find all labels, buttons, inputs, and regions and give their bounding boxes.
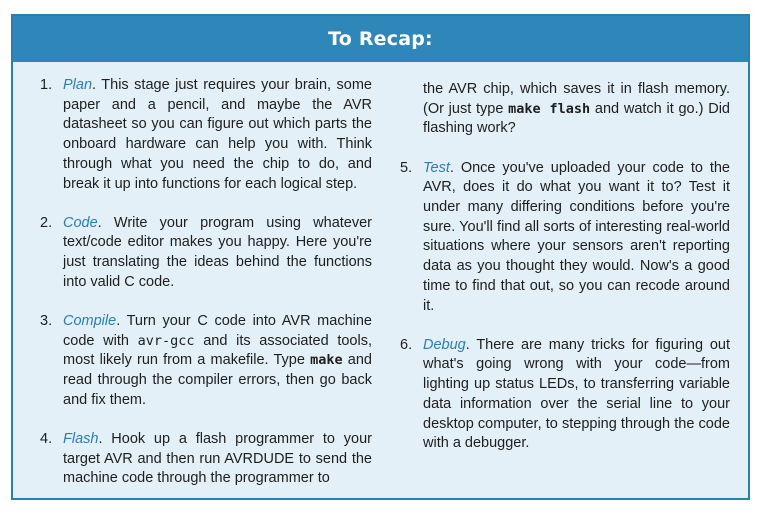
step-text: . Write your program using whatever text/code editor makes you happy. Here you're just translating the ideas behind the functions into valid C code. <box>63 214 372 290</box>
step-number: 4. <box>40 431 53 448</box>
inline-code: make flash <box>508 100 591 117</box>
step-text: . This stage just requires your brain, some paper and a pencil, and maybe the AVR datasheet so you can figure out which parts the onboard hardware can help you with. Think through what you need the chip to do, and break it up into functions for each logical step. <box>63 77 372 192</box>
step-text: and read through the compiler errors, then go back and fix them. <box>63 352 372 408</box>
step-term: Debug <box>423 336 466 353</box>
right-column <box>400 80 730 473</box>
step-text: and its associated tools, most likely run from a makefile. Type <box>63 332 372 369</box>
step-number: 5. <box>400 159 413 176</box>
step-text: . Turn your C code into AVR machine code with <box>63 313 372 349</box>
step-number: 3. <box>40 313 53 330</box>
step-debug <box>400 336 730 454</box>
inline-code: avr-gcc <box>137 332 195 349</box>
step-compile <box>40 312 372 411</box>
step-text: and watch it go.) Did flashing work? <box>423 100 730 137</box>
step-test <box>400 159 730 317</box>
step-number: 6. <box>400 336 413 353</box>
recap-title: To Recap: <box>13 16 748 62</box>
left-column <box>40 76 372 509</box>
step-text: . Hook up a flash programmer to your target AVR and then run AVRDUDE to send the machine code through the programmer to <box>63 431 372 487</box>
step-term: Flash <box>63 431 99 448</box>
step-term: Test <box>423 159 450 176</box>
step-flash <box>40 430 372 489</box>
inline-code: make <box>310 352 343 369</box>
step-number: 2. <box>40 214 53 231</box>
step-text: . There are many tricks for figuring out what's going wrong with your code—from lighting up status LEDs, to transferring variable data information over the serial line to your desktop computer, to stepping through the code with a debugger. <box>423 336 730 452</box>
recap-box <box>11 14 750 500</box>
step-text: . Once you've uploaded your code to the AVR, does it do what you want it to? Test it under many differing conditions before you're sure. You'll find all sorts of interesting real-world situations where your sensors aren't reporting data as you thought they would. Now's a good time to find that out, so you can recode around it. <box>423 159 730 314</box>
step-plan <box>40 76 372 194</box>
step-flash-continued <box>400 80 730 139</box>
step-term: Code <box>63 214 98 231</box>
step-term: Plan <box>63 77 93 93</box>
step-text: the AVR chip, which saves it in flash memory. (Or just type <box>423 81 730 117</box>
step-term: Compile <box>63 313 117 330</box>
step-code <box>40 214 372 293</box>
step-number: 1. <box>40 77 53 93</box>
